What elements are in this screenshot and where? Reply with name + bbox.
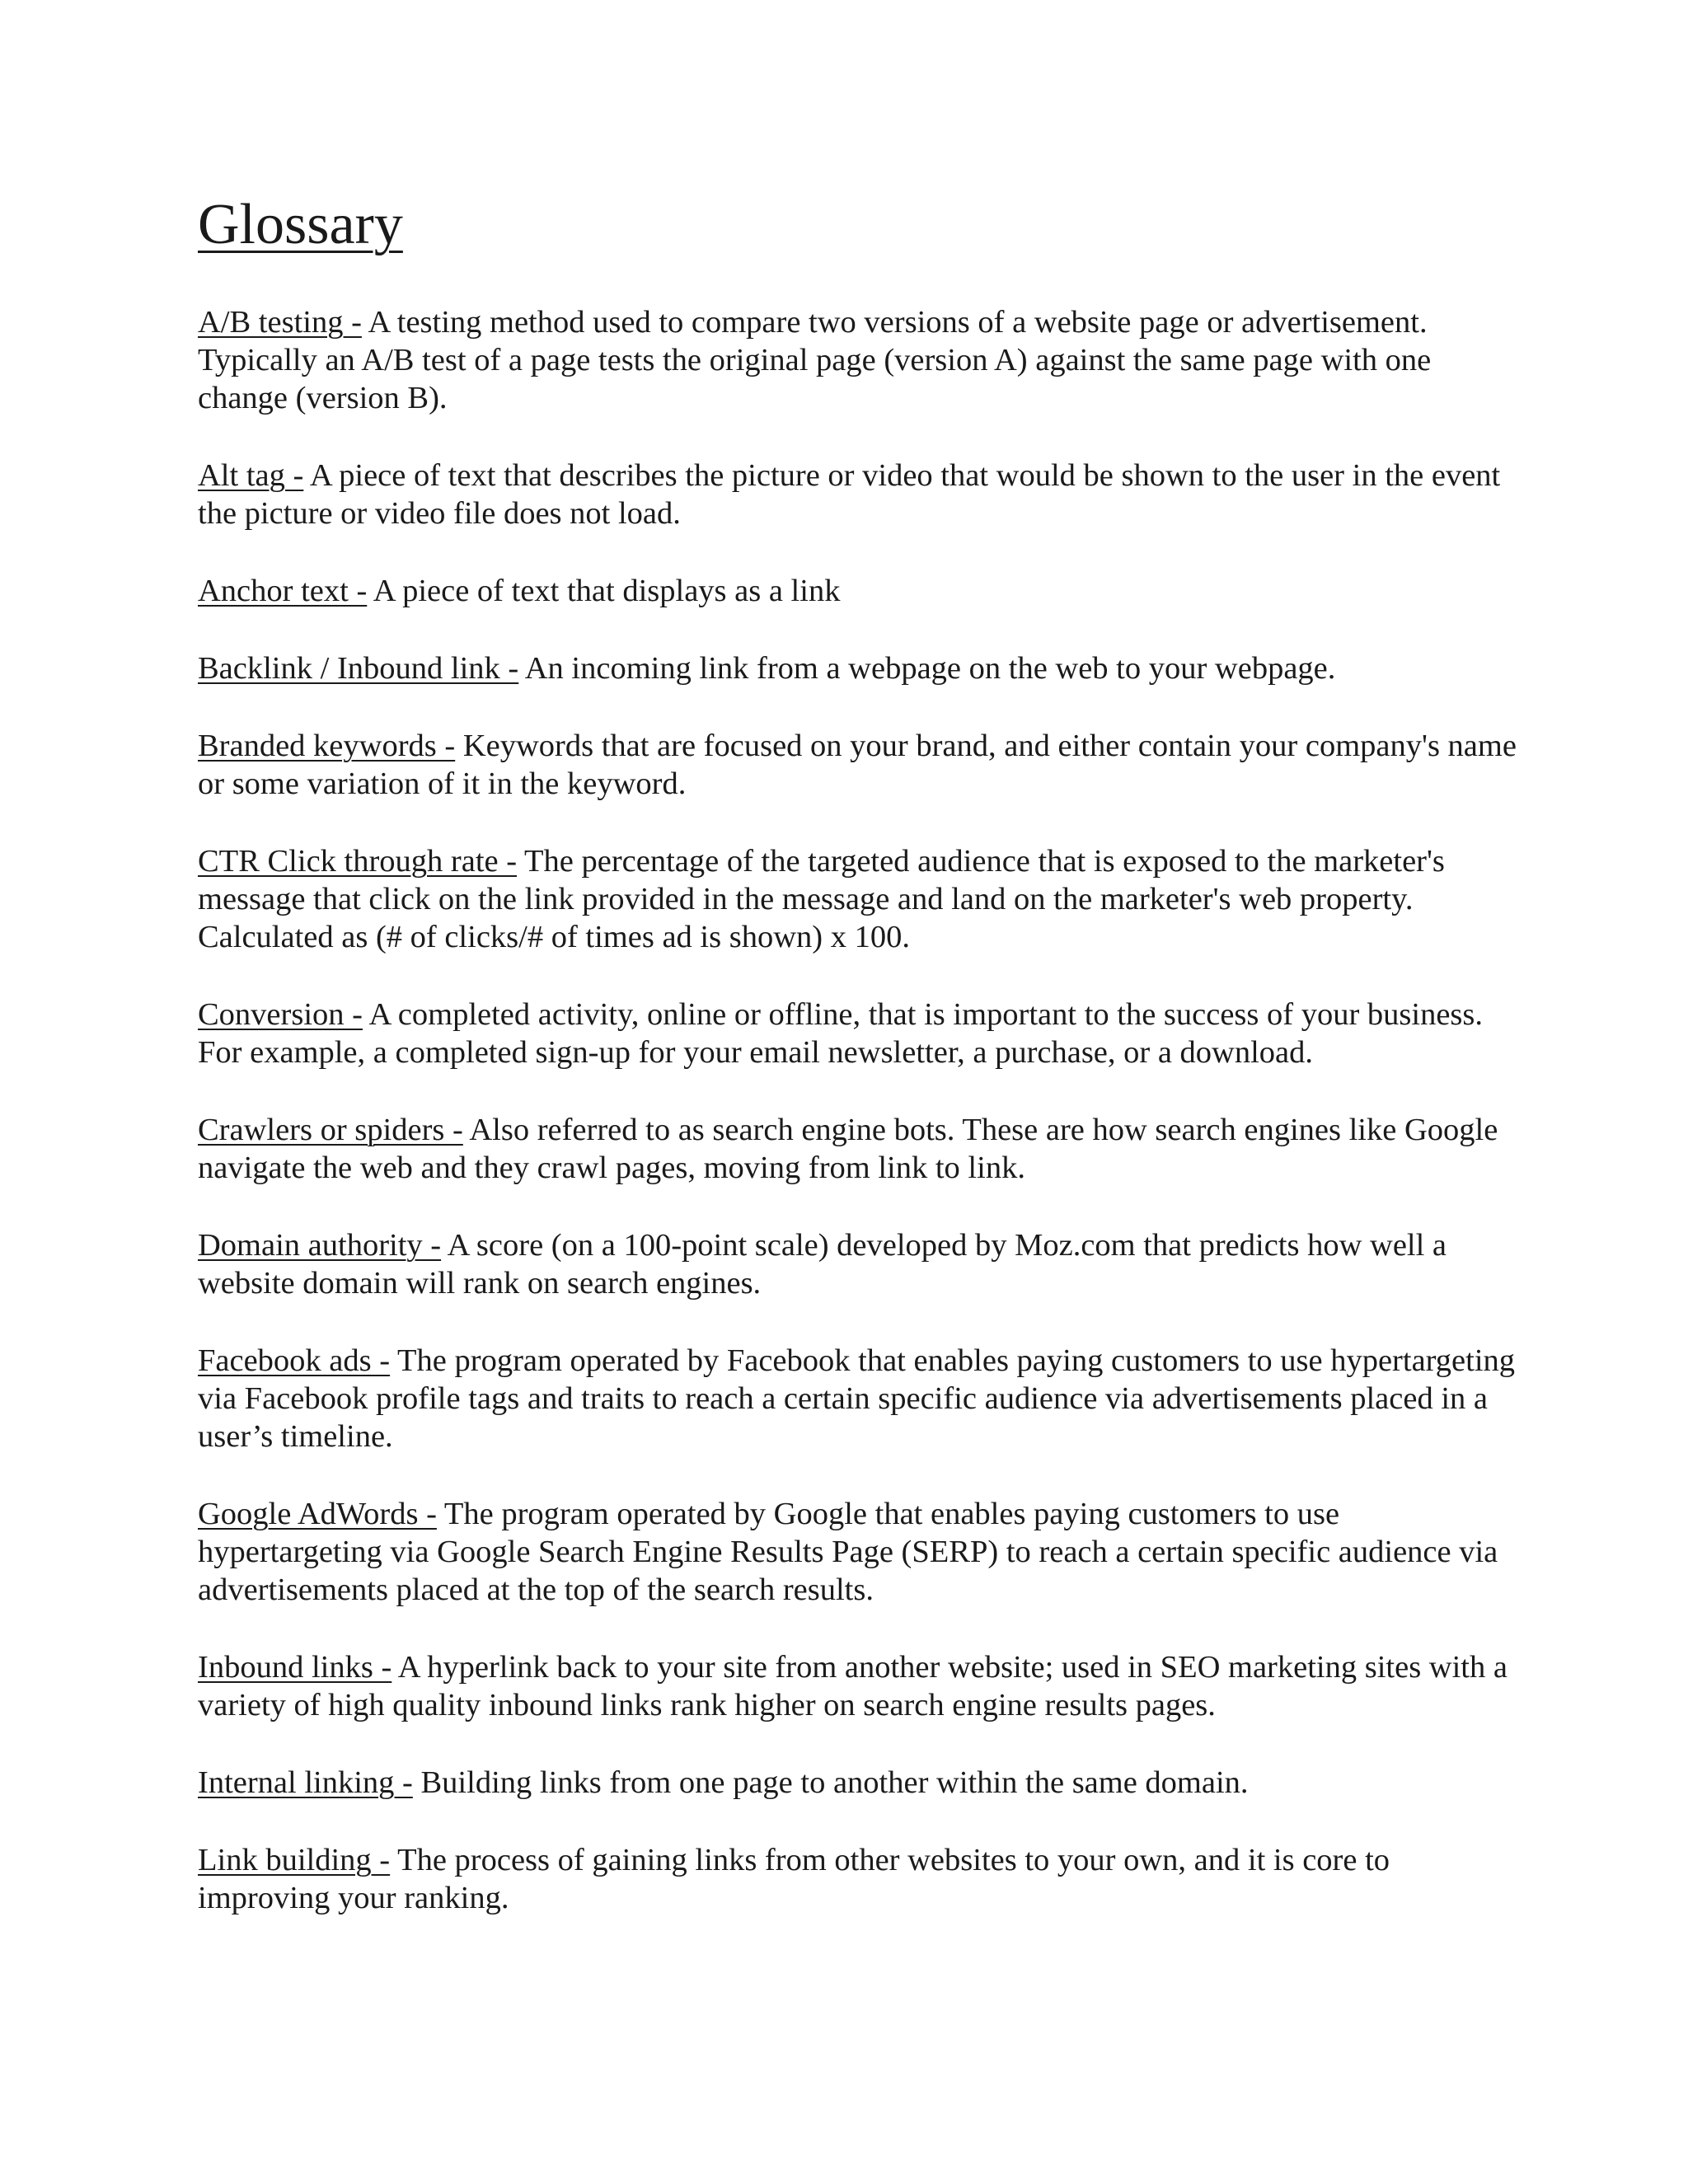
glossary-term: Facebook ads - bbox=[198, 1343, 391, 1378]
glossary-page bbox=[198, 191, 1517, 1957]
glossary-entry bbox=[198, 1111, 1517, 1187]
glossary-term: Link building - bbox=[198, 1843, 391, 1877]
glossary-term: Conversion - bbox=[198, 997, 363, 1032]
glossary-term: Backlink / Inbound link - bbox=[198, 651, 519, 686]
glossary-entry bbox=[198, 1841, 1517, 1917]
glossary-term: Domain authority - bbox=[198, 1228, 442, 1263]
glossary-term: Branded keywords - bbox=[198, 729, 456, 763]
glossary-definition: A hyperlink back to your site from another website; used in SEO marketing sites with a variety of high quality inbound links rank higher on search engine results pages. bbox=[198, 1650, 1507, 1722]
glossary-term: A/B testing - bbox=[198, 305, 362, 340]
glossary-term: Anchor text - bbox=[198, 574, 368, 608]
glossary-entry bbox=[198, 842, 1517, 956]
glossary-entry bbox=[198, 1226, 1517, 1302]
glossary-entry bbox=[198, 303, 1517, 417]
glossary-definition: An incoming link from a webpage on the web to your webpage. bbox=[524, 651, 1336, 686]
glossary-term: Alt tag - bbox=[198, 458, 304, 493]
glossary-entry bbox=[198, 1342, 1517, 1455]
glossary-definition: Also referred to as search engine bots. These are how search engines like Google navigate the web and they crawl pages, moving from link to link. bbox=[198, 1113, 1498, 1185]
glossary-term: Google AdWords - bbox=[198, 1497, 437, 1531]
glossary-entry bbox=[198, 996, 1517, 1071]
glossary-term: Inbound links - bbox=[198, 1650, 392, 1685]
glossary-definition: The program operated by Facebook that enables paying customers to use hypertargeting via Facebook profile tags and traits to reach a certain specific audience via advertisements placed in a user’s timeline. bbox=[198, 1343, 1516, 1454]
glossary-definition: Keywords that are focused on your brand, and either contain your company's name or some variation of it in the keyword. bbox=[198, 729, 1517, 801]
glossary-term: Internal linking - bbox=[198, 1765, 413, 1800]
glossary-term: Crawlers or spiders - bbox=[198, 1113, 463, 1147]
glossary-definition: A testing method used to compare two versions of a website page or advertisement. Typically an A/B test of a page tests the original page (version A) against the same page with one change (version B). bbox=[198, 305, 1432, 415]
glossary-entry bbox=[198, 1495, 1517, 1609]
glossary-definition: A piece of text that describes the picture or video that would be shown to the user in the event the picture or video file does not load. bbox=[198, 458, 1501, 531]
glossary-definition: A piece of text that displays as a link bbox=[373, 574, 841, 608]
glossary-entry bbox=[198, 457, 1517, 532]
glossary-entry bbox=[198, 649, 1517, 687]
glossary-definition: A score (on a 100-point scale) developed by Moz.com that predicts how well a website domain will rank on search engines. bbox=[198, 1228, 1447, 1301]
glossary-list bbox=[198, 303, 1517, 1917]
glossary-definition: The program operated by Google that enables paying customers to use hypertargeting via Google Search Engine Results Page (SERP) to reach a certain specific audience via advertisements placed at the top of the search results. bbox=[198, 1497, 1498, 1607]
glossary-definition: The process of gaining links from other websites to your own, and it is core to improving your ranking. bbox=[198, 1843, 1390, 1915]
glossary-definition: Building links from one page to another within the same domain. bbox=[420, 1765, 1249, 1800]
glossary-term: CTR Click through rate - bbox=[198, 844, 518, 879]
glossary-entry bbox=[198, 572, 1517, 610]
glossary-definition: A completed activity, online or offline, that is important to the success of your business. For example, a completed sign-up for your email newsletter, a purchase, or a download. bbox=[198, 997, 1484, 1070]
page-title: Glossary bbox=[198, 193, 403, 256]
glossary-entry bbox=[198, 1764, 1517, 1802]
glossary-entry bbox=[198, 727, 1517, 803]
glossary-definition: The percentage of the targeted audience that is exposed to the marketer's message that click on the link provided in the message and land on the marketer's web property. Calculated as (# of clicks/# of times ad is shown) x 100. bbox=[198, 844, 1445, 954]
glossary-entry bbox=[198, 1648, 1517, 1724]
